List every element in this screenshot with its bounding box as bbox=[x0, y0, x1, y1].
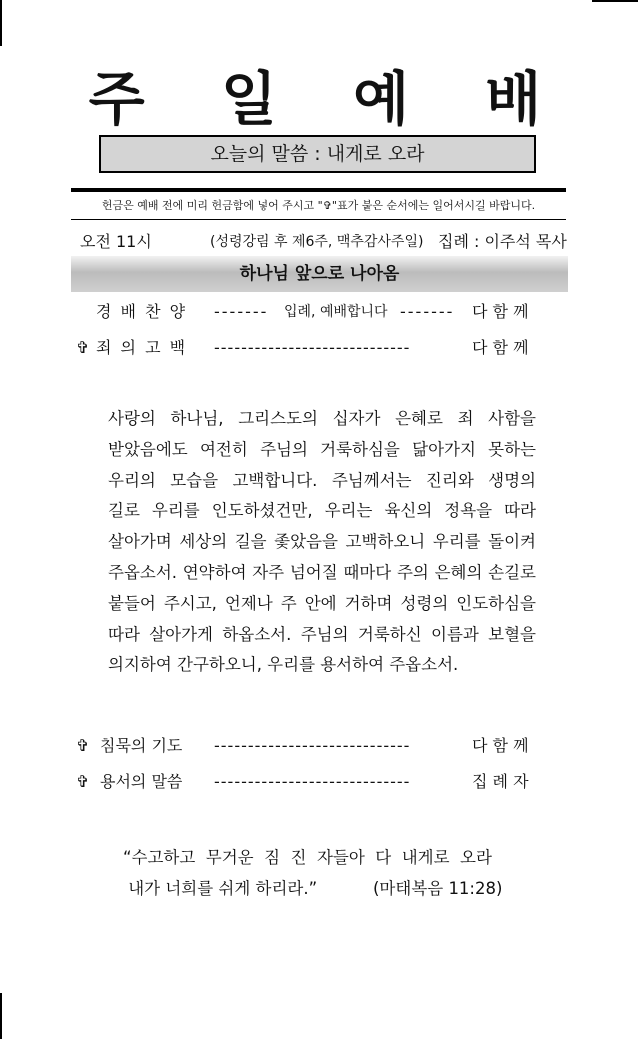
order-item-assurance bbox=[74, 769, 566, 795]
prayer-line: 사랑의 하나님, 그리스도의 십자가 은혜로 죄 사함을 bbox=[108, 409, 536, 428]
order-item-praise bbox=[74, 299, 566, 325]
crop-mark-bottom-left bbox=[0, 993, 2, 1039]
section-title: 하나님 앞으로 나아옴 bbox=[239, 264, 400, 284]
cross-icon: ✞ bbox=[76, 772, 90, 791]
word-of-day-box bbox=[99, 135, 536, 173]
praise-detail: 입례, 예배합니다 bbox=[284, 304, 388, 320]
prayer-line: 주옵소서. 연약하여 자주 넘어질 때마다 주의 은혜의 손길로 bbox=[108, 562, 536, 582]
confession-who: 다 함 께 bbox=[472, 338, 529, 357]
notice-rule bbox=[71, 219, 566, 220]
page-title: 주 일 예 배 bbox=[88, 65, 570, 133]
prayer-line: 살아가며 세상의 길을 좇았음을 고백하오니 우리를 돌이켜 bbox=[108, 532, 536, 552]
silent-prayer-name: 침묵의 기도 bbox=[100, 736, 183, 755]
offering-notice: 헌금은 예배 전에 미리 헌금함에 넣어 주시고 "✞"표가 붙은 순서에는 일어서시길 바랍니다. bbox=[101, 199, 536, 212]
prayer-line: 따라 살아가게 하옵소서. 주님의 거룩하신 이름과 보혈을 bbox=[108, 624, 536, 644]
cross-icon: ✞ bbox=[76, 338, 90, 357]
leader-dashes: ----------------------------- bbox=[214, 338, 411, 357]
word-of-day-text: 오늘의 말씀 : 내게로 오라 bbox=[210, 143, 425, 165]
assurance-name: 용서의 말씀 bbox=[100, 772, 183, 791]
prayer-line: 붙들어 주시고, 언제나 주 안에 거하며 성령의 인도하심을 bbox=[108, 593, 536, 613]
officiant: 집례 : 이주석 목사 bbox=[438, 232, 567, 251]
liturgical-season: (성령강림 후 제6주, 맥추감사주일) bbox=[210, 234, 424, 250]
top-rule bbox=[71, 188, 566, 192]
silent-prayer-who: 다 함 께 bbox=[472, 736, 529, 755]
confession-prayer bbox=[108, 404, 536, 681]
assurance-who: 집 례 자 bbox=[472, 772, 529, 791]
prayer-line: 길로 우리를 인도하셨건만, 우리는 육신의 정욕을 따라 bbox=[108, 501, 536, 521]
verse-line-1: “수고하고 무거운 짐 진 자들아 다 내게로 오라 bbox=[123, 848, 492, 867]
verse-line-2: 내가 너희를 쉬게 하리라.” bbox=[123, 879, 318, 898]
leader-dashes: ------- bbox=[400, 302, 455, 321]
leader-dashes: ----------------------------- bbox=[214, 736, 411, 755]
prayer-line: 받았음에도 여전히 주님의 거룩하심을 닮아가지 못하는 bbox=[108, 439, 536, 459]
praise-name: 경 배 찬 양 bbox=[96, 302, 188, 321]
leader-dashes: ----------------------------- bbox=[214, 772, 411, 791]
leader-dashes: ------- bbox=[214, 302, 269, 321]
order-item-confession bbox=[74, 335, 566, 361]
service-time: 오전 11시 bbox=[80, 232, 152, 251]
crop-mark-top-left bbox=[0, 0, 2, 46]
crop-mark-top-right bbox=[592, 0, 638, 2]
praise-who: 다 함 께 bbox=[472, 302, 529, 321]
confession-name: 죄 의 고 백 bbox=[96, 338, 188, 357]
cross-icon: ✞ bbox=[76, 736, 90, 755]
prayer-line: 의지하여 간구하오니, 우리를 용서하여 주옵소서. bbox=[108, 655, 459, 675]
section-banner bbox=[71, 256, 568, 292]
order-item-silent-prayer bbox=[74, 733, 566, 759]
verse-reference: (마태복음 11:28) bbox=[373, 879, 503, 898]
prayer-line: 우리의 모습을 고백합니다. 주님께서는 진리와 생명의 bbox=[108, 470, 536, 490]
